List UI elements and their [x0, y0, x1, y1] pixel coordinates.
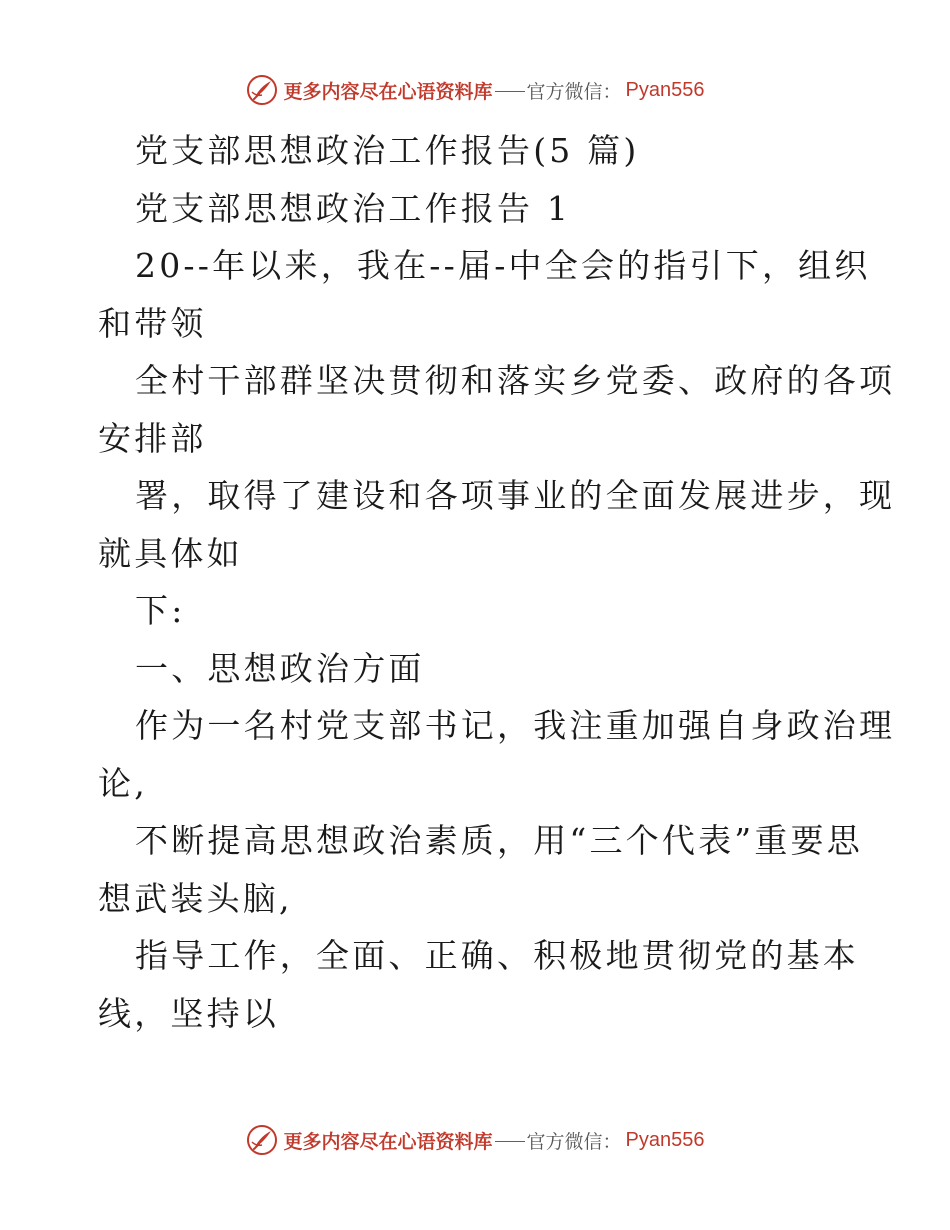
text-line: 安排部 [98, 418, 207, 458]
footer-dash [495, 1141, 525, 1142]
text-line: 不断提高思想政治素质，用“三个代表”重要思 [135, 821, 863, 860]
text-line: 论, [98, 763, 148, 803]
quill-logo-icon [246, 74, 278, 106]
header-banner[interactable] [0, 70, 950, 110]
section-heading: 党支部思想政治工作报告 1 [135, 188, 572, 228]
text-line: 署，取得了建设和各项事业的全面发展进步，现 [135, 476, 896, 515]
header-wechat-id: Pyan556 [625, 78, 705, 101]
document-title: 党支部思想政治工作报告(5 篇) [135, 131, 640, 170]
header-wechat-label: 官方微信： [526, 80, 622, 103]
text-line: 和带领 [98, 303, 207, 343]
text-line: 作为一名村党支部书记，我注重加强自身政治理 [135, 706, 896, 745]
footer-banner[interactable] [0, 1120, 950, 1160]
paragraph-lines [98, 237, 896, 1042]
header-brand-text: 更多内容尽在心语资料库 [283, 80, 493, 103]
quill-logo-icon [246, 1124, 278, 1156]
footer-wechat-id: Pyan556 [625, 1128, 705, 1151]
text-line: 就具体如 [98, 533, 243, 573]
text-line: 指导工作，全面、正确、积极地贯彻党的基本 [135, 936, 859, 975]
text-line: 下: [135, 591, 186, 630]
document-body [98, 122, 896, 1042]
text-line: 想武装头脑, [98, 878, 293, 918]
footer-brand-text: 更多内容尽在心语资料库 [283, 1130, 493, 1153]
text-line: 一、思想政治方面 [135, 648, 425, 688]
text-line: 20--年以来，我在--届-中全会的指引下，组织 [135, 246, 871, 285]
text-line: 线，坚持以 [98, 993, 279, 1033]
footer-wechat-label: 官方微信： [526, 1130, 622, 1153]
text-line: 全村干部群坚决贯彻和落实乡党委、政府的各项 [135, 361, 896, 400]
header-dash [495, 91, 525, 92]
